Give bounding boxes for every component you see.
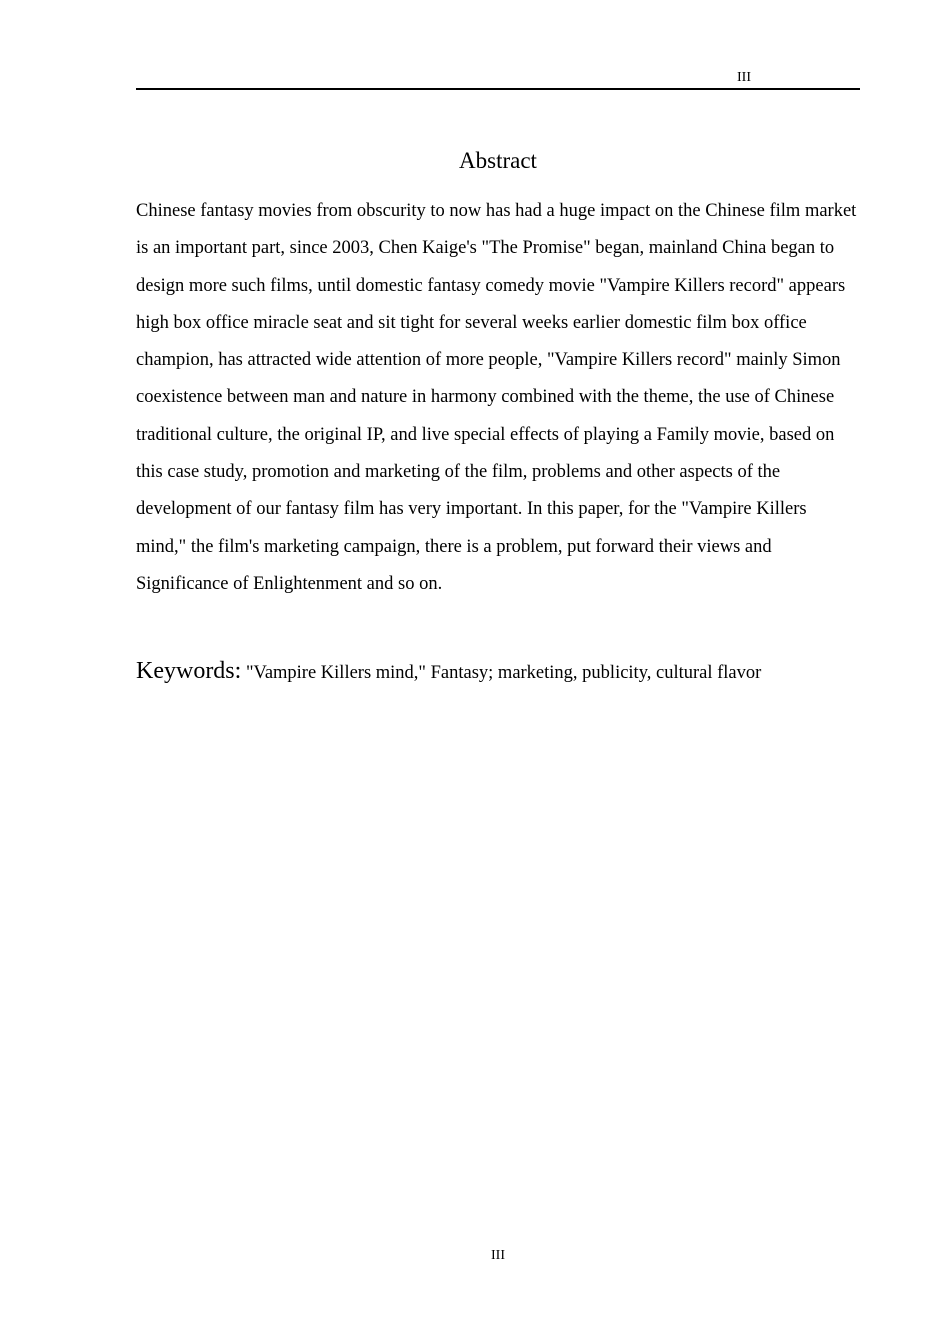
- footer-page-number: III: [491, 1248, 505, 1263]
- header-page-number: III: [737, 70, 751, 85]
- keywords-line: [136, 654, 860, 690]
- abstract-title: Abstract: [459, 148, 537, 173]
- keywords-label: Keywords:: [136, 658, 242, 684]
- header-rule: [136, 88, 860, 90]
- abstract-body: Chinese fantasy movies from obscurity to now has had a huge impact on the Chinese film market is an important part, since 2003, Chen Kaige's "The Promise" began, mainland China began to design more such films, until domestic fantasy comedy movie "Vampire Killers record" appears high box office miracle seat and sit tight for several weeks earlier domestic film box office champion, has attracted wide attention of more people, "Vampire Killers record" mainly Simon coexistence between man and nature in harmony combined with the theme, the use of Chinese traditional culture, the original IP, and live special effects of playing a Family movie, based on this case study, promotion and marketing of the film, problems and other aspects of the development of our fantasy film has very important. In this paper, for the "Vampire Killers mind," the film's marketing campaign, there is a problem, put forward their views and Significance of Enlightenment and so on.: [136, 201, 857, 594]
- keywords-text: "Vampire Killers mind," Fantasy; marketing, publicity, cultural flavor: [245, 663, 762, 683]
